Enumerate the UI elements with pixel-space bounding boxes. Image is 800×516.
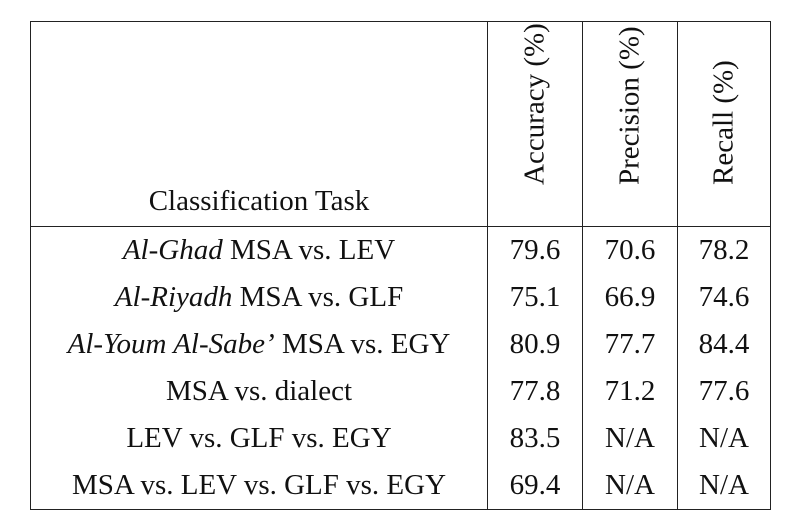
table-row <box>31 462 771 510</box>
table-row <box>31 415 771 462</box>
precision-cell: 77.7 <box>583 321 678 368</box>
recall-cell: 78.2 <box>678 227 771 275</box>
recall-cell: N/A <box>678 462 771 510</box>
header-precision <box>583 22 678 227</box>
task-source-name: Al-Ghad <box>122 234 223 266</box>
task-comparison: MSA vs. GLF <box>232 281 404 313</box>
precision-cell: 71.2 <box>583 368 678 415</box>
header-accuracy <box>488 22 583 227</box>
table-row <box>31 274 771 321</box>
results-table <box>30 21 771 510</box>
table-row <box>31 368 771 415</box>
task-cell <box>31 274 488 321</box>
task-source-name: Al-Youm Al-Sabe’ <box>67 328 275 360</box>
header-accuracy-label: Accuracy (%) <box>518 23 551 185</box>
task-cell <box>31 227 488 275</box>
header-recall-label: Recall (%) <box>707 60 740 185</box>
task-comparison: MSA vs. dialect <box>165 375 353 407</box>
header-row <box>31 22 771 227</box>
precision-cell: N/A <box>583 415 678 462</box>
table-row <box>31 227 771 275</box>
precision-cell: 70.6 <box>583 227 678 275</box>
task-comparison: MSA vs. LEV <box>222 234 396 266</box>
table-row <box>31 321 771 368</box>
accuracy-cell: 77.8 <box>488 368 583 415</box>
header-classification-task: Classification Task <box>31 22 488 227</box>
precision-cell: 66.9 <box>583 274 678 321</box>
task-cell <box>31 368 488 415</box>
header-recall <box>678 22 771 227</box>
accuracy-cell: 79.6 <box>488 227 583 275</box>
task-comparison: MSA vs. EGY <box>274 328 451 360</box>
task-cell <box>31 321 488 368</box>
task-cell <box>31 462 488 510</box>
recall-cell: N/A <box>678 415 771 462</box>
accuracy-cell: 80.9 <box>488 321 583 368</box>
precision-cell: N/A <box>583 462 678 510</box>
task-comparison: LEV vs. GLF vs. EGY <box>126 422 392 454</box>
header-precision-label: Precision (%) <box>613 26 646 185</box>
recall-cell: 77.6 <box>678 368 771 415</box>
task-source-name: Al-Riyadh <box>114 281 233 313</box>
recall-cell: 84.4 <box>678 321 771 368</box>
task-cell <box>31 415 488 462</box>
task-comparison: MSA vs. LEV vs. GLF vs. EGY <box>71 469 447 501</box>
accuracy-cell: 75.1 <box>488 274 583 321</box>
accuracy-cell: 83.5 <box>488 415 583 462</box>
accuracy-cell: 69.4 <box>488 462 583 510</box>
recall-cell: 74.6 <box>678 274 771 321</box>
